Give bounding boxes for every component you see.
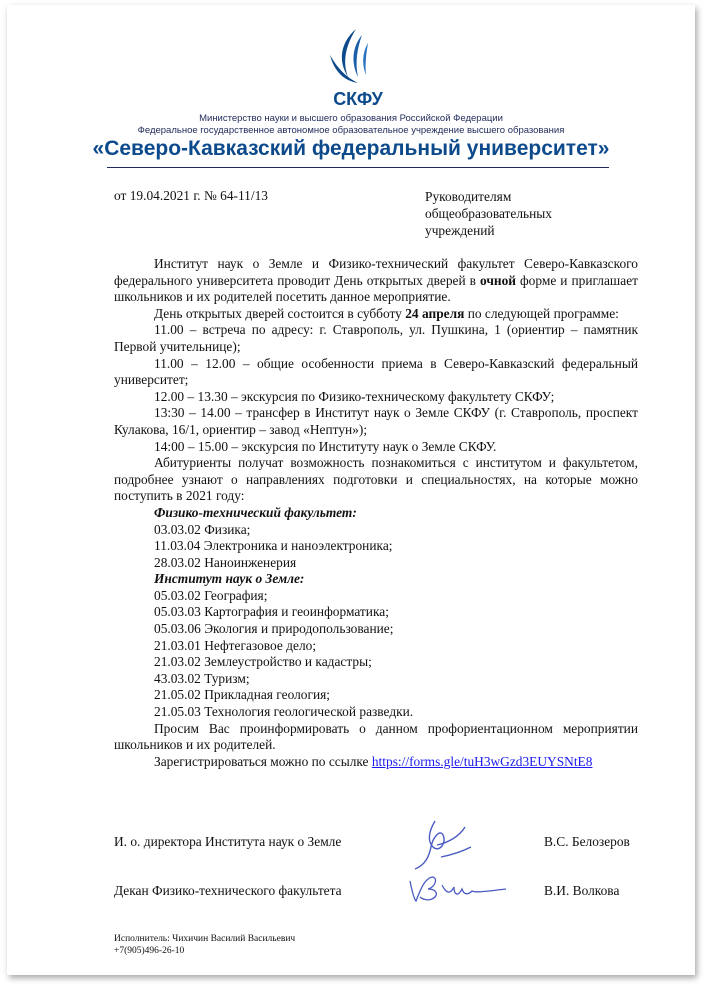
handwritten-signature-1 — [407, 817, 479, 877]
program-item: 05.03.06 Экология и природопользование; — [154, 621, 394, 637]
header-divider — [107, 167, 609, 168]
program-item: 03.03.02 Физика; — [154, 521, 251, 537]
university-name: «Северо-Кавказский федеральный университет» — [92, 137, 610, 160]
schedule-item: 13:30 – 14.00 – трансфер в Институт наук о Земле СКФУ (г. Ставрополь, проспект Кулакова, 16/1, ориентир – завод «Нептун»); — [114, 405, 638, 437]
university-logo — [318, 25, 398, 109]
registration-link[interactable]: https://forms.gle/tuH3wGzd3EUYSNtE8 — [371, 753, 593, 769]
registration-line: от 19.04.2021 г. № 64-11/13 — [114, 188, 268, 203]
executor-name: Исполнитель: Чихичин Василий Васильевич — [114, 934, 296, 944]
handwritten-signature-2 — [402, 871, 512, 907]
signatory-name-1: В.С. Белозеров — [544, 834, 630, 849]
faculty-heading: Физико-технический факультет: — [154, 504, 357, 520]
letter-page — [7, 5, 695, 975]
institution-type-line: Федеральное государственное автономное образовательное учреждение высшего образования — [137, 125, 565, 136]
paragraph-request: Просим Вас проинформировать о данном профориентационном мероприятии школьников и их родителей. — [114, 720, 638, 753]
addressee-line: общеобразовательных — [425, 206, 553, 221]
program-item: 05.03.02 География; — [154, 587, 268, 603]
program-item: 21.03.02 Землеустройство и кадастры; — [154, 654, 372, 670]
paragraph-date: День открытых дверей состоится в субботу 24 апреля по следующей программе: — [154, 305, 619, 321]
paragraph-register: Зарегистрироваться можно по ссылке https://forms.gle/tuH3wGzd3EUYSNtE8 — [154, 753, 593, 769]
executor-block — [114, 933, 295, 957]
schedule-item: 12.00 – 13.30 – экскурсия по Физико-техническому факультету СКФУ; — [154, 388, 555, 404]
institute-heading: Институт наук о Земле: — [154, 571, 305, 587]
executor-phone: +7(905)496-26-10 — [114, 946, 185, 956]
schedule-item: 11.00 – встреча по адресу: г. Ставрополь, ул. Пушкина, 1 (ориентир – памятник Первой учительнице); — [114, 322, 638, 354]
letter-body — [114, 256, 638, 770]
paragraph-intro: Институт наук о Земле и Физико-технический факультет Северо-Кавказского федерального университета проводит День открытых дверей в очной форме и приглашает школьников и их родителей посетить данное мероприятие. — [114, 256, 638, 305]
program-item: 21.05.02 Прикладная геология; — [154, 687, 331, 703]
signatory-title-2: Декан Физико-технического факультета — [114, 883, 342, 898]
addressee-block — [425, 188, 552, 239]
program-item: 11.03.04 Электроника и наноэлектроника; — [154, 538, 393, 554]
signatory-title-1: И. о. директора Института наук о Земле — [114, 834, 342, 849]
signatory-name-2: В.И. Волкова — [544, 883, 620, 898]
schedule-item: 11.00 – 12.00 – общие особенности приема в Северо-Кавказский федеральный университет; — [114, 355, 638, 388]
addressee-line: учреждений — [425, 223, 495, 238]
program-item: 05.03.03 Картография и геоинформатика; — [154, 604, 389, 620]
logo-text: СКФУ — [333, 89, 383, 109]
program-item: 21.03.01 Нефтегазовое дело; — [154, 637, 317, 653]
schedule-item: 14:00 – 15.00 – экскурсия по Институту наук о Земле СКФУ. — [154, 438, 497, 454]
program-item: 21.05.03 Технология геологической разведки. — [154, 704, 414, 720]
paragraph-programs: Абитуриенты получат возможность познакомиться с институтом и факультетом, подробнее узнают о направлениях подготовки и специальностях, на которые можно поступить в 2021 году: — [114, 455, 638, 504]
program-item: 28.03.02 Наноинженерия — [154, 554, 297, 570]
ministry-line: Министерство науки и высшего образования Российской Федерации — [199, 113, 503, 124]
addressee-line: Руководителям — [425, 189, 512, 204]
program-item: 43.03.02 Туризм; — [154, 670, 250, 686]
